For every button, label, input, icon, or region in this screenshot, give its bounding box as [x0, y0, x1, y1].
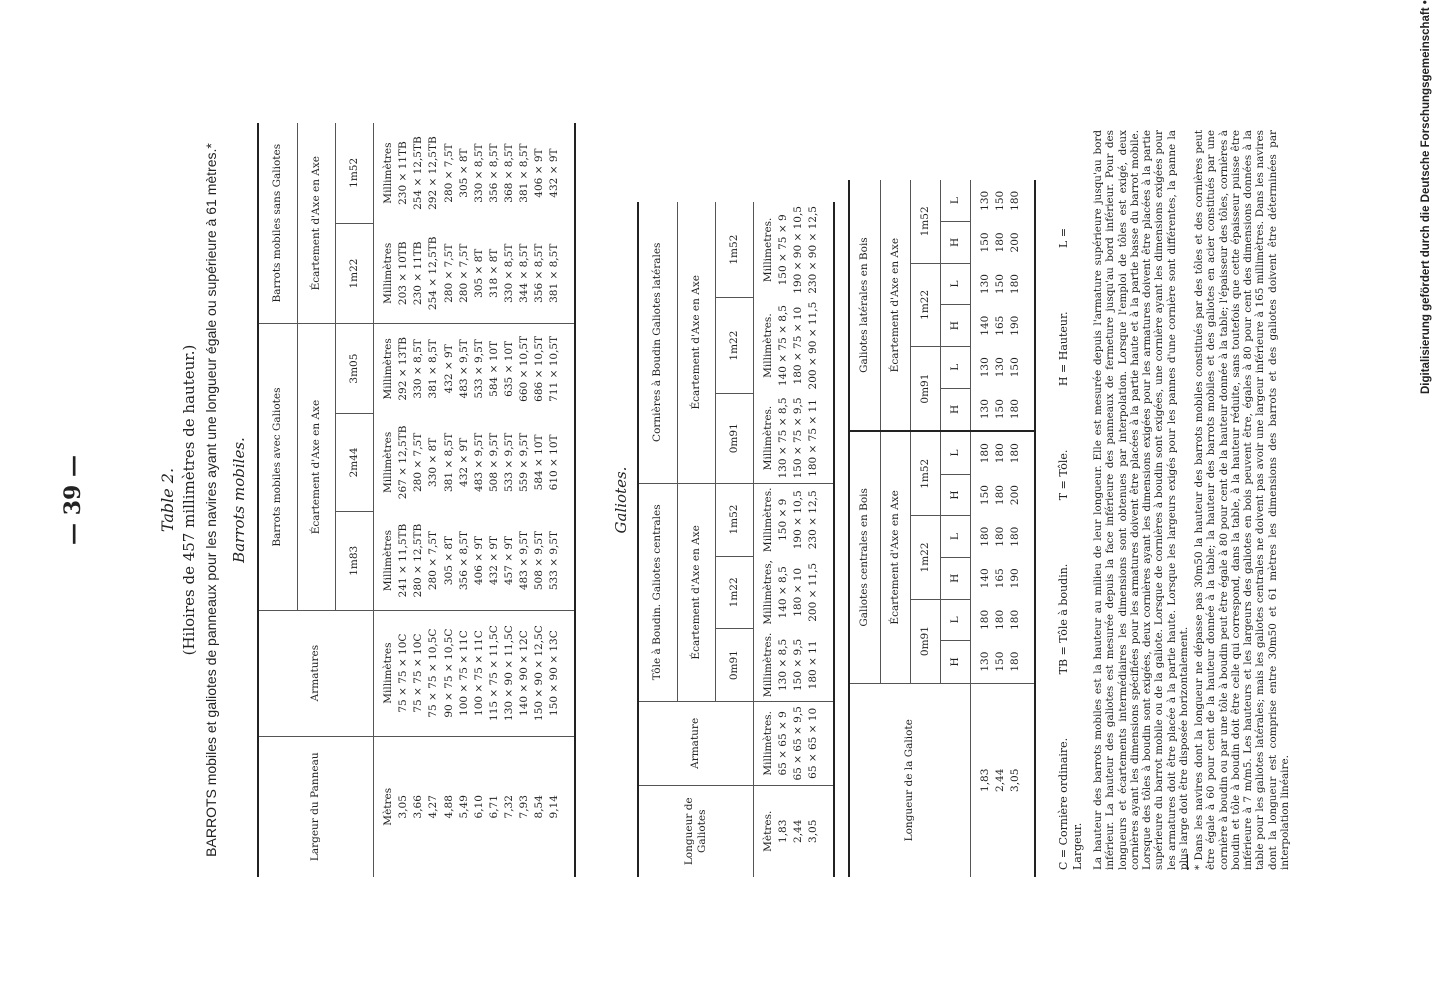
bois-cell: 150: [979, 485, 991, 506]
barrots-cell: 6,71: [487, 795, 500, 819]
sub-header: 1m22: [910, 516, 940, 599]
ecartement-avec: Écartement d'Axe en Axe: [297, 324, 335, 610]
l-header: L: [940, 263, 970, 305]
barrots-cell: 280 × 7,5T: [426, 511, 441, 610]
barrots-cell: 140 × 90 × 12C: [517, 610, 532, 736]
bois-cell: 180: [994, 609, 1007, 630]
sub-header: 0m91: [910, 599, 940, 683]
sub-header: 3m05: [335, 324, 373, 413]
boudin-cell: 140 × 75 × 8,5: [777, 305, 790, 387]
boudin-unit-cell: Millimètres.: [762, 487, 774, 553]
group-sans-galiotes: Barrots mobiles sans Galiotes: [258, 123, 297, 324]
bois-cell: 150: [1009, 357, 1022, 378]
l-header: L: [940, 599, 970, 641]
barrots-cell: 254 × 12,5TB: [412, 136, 425, 210]
bois-cell: 150: [993, 641, 1008, 683]
barrots-cell: 432 × 9T: [487, 511, 502, 610]
bois-cell: 180: [1009, 609, 1022, 630]
barrots-cell: 483 × 9,5T: [457, 339, 470, 399]
barrots-cell: 381 × 8,5T: [547, 223, 574, 324]
h-header: H: [940, 388, 970, 431]
barrots-cell: 432 × 9T: [457, 437, 470, 487]
boudin-cell: 2,44: [792, 819, 805, 843]
table-title: Table 2.: [158, 467, 177, 533]
barrots-cell: 8,54: [533, 795, 546, 819]
barrots-cell: 381 × 8,5T: [518, 143, 531, 203]
ecartement-corn: Écartement d'Axe en Axe: [677, 202, 715, 483]
barrots-cell: 75 × 75 × 10C: [411, 610, 426, 736]
bois-cell: 165: [994, 568, 1007, 589]
legend-h: H = Hauteur.: [1057, 311, 1070, 387]
barrots-unit-cell: Millimètres: [374, 610, 397, 736]
h-header: H: [940, 222, 970, 264]
boudin-cell: 140 × 8,5: [777, 566, 790, 619]
bois-cell: 130: [979, 357, 991, 378]
credit-text: Digitalisierung gefördert durch die Deutsche Forschungsgemeinschaft •: [1420, 0, 1432, 394]
bois-cell: 190: [1009, 315, 1022, 336]
barrots-cell: 6,10: [472, 795, 485, 819]
bois-cell: 200: [1009, 232, 1022, 253]
barrots-cell: 406 × 9T: [533, 148, 546, 198]
barrots-cell: 241 × 11,5TB: [396, 511, 411, 610]
bois-cell: 2,44: [994, 768, 1007, 792]
boudin-cell: 200 × 90 × 11,5: [807, 301, 820, 390]
table-row: [971, 180, 994, 877]
barrots-cell: 4,27: [427, 795, 440, 819]
sub-header: 1m83: [335, 511, 373, 610]
boudin-cell: 180 × 75 × 10: [792, 306, 805, 385]
h-header: H: [940, 305, 970, 347]
boudin-unit-cell: Millimètres,: [762, 560, 774, 625]
page-number: — 39 —: [60, 455, 86, 545]
barrots-cell: 432 × 9T: [548, 148, 561, 198]
legend-tb: TB = Tôle à boudin.: [1057, 563, 1070, 675]
barrots-cell: 711 × 10,5T: [548, 335, 561, 402]
barrots-heading: Barrots mobiles.: [230, 437, 248, 563]
digitization-credit: [1420, 0, 1434, 394]
h-header: H: [940, 474, 970, 516]
bois-cell: 180: [979, 526, 991, 547]
barrots-cell: 5,49: [457, 795, 470, 819]
bois-cell: 130: [971, 388, 994, 431]
h-header: H: [940, 641, 970, 683]
table-row: [993, 180, 1008, 877]
bois-cell: 130: [979, 274, 991, 295]
barrots-cell: 483 × 9,5T: [517, 511, 532, 610]
barrots-cell: 356 × 8,5T: [532, 223, 547, 324]
ecartement-centrales: Écartement d'Axe en Axe: [880, 431, 910, 683]
barrots-cell: 7,32: [503, 795, 515, 819]
sub-header: 1m52: [335, 123, 373, 223]
table-row: [1008, 180, 1035, 877]
barrots-cell: 100 × 75 × 11C: [457, 610, 472, 736]
barrots-cell: 254 × 12,5TB: [426, 223, 441, 324]
sub-header: 0m91: [715, 393, 753, 483]
l-header: L: [940, 180, 970, 222]
col-armature: Armature: [638, 702, 754, 785]
legend-t: T = Tôle.: [1057, 449, 1070, 501]
barrots-cell: 533 × 9,5T: [547, 511, 574, 610]
barrots-units-row: [374, 123, 397, 877]
bois-cell: 180: [1009, 526, 1022, 547]
barrots-cell: 457 × 9T: [502, 511, 517, 610]
bois-body: [971, 180, 1036, 877]
group-avec-galiotes: Barrots mobiles avec Galiotes: [258, 324, 297, 610]
barrots-cell: 305 × 8T: [472, 223, 487, 324]
barrots-cell: 9,14: [548, 795, 561, 819]
barrots-cell: 280 × 7,5T: [442, 143, 455, 203]
boudin-cell: 200 × 11,5: [807, 562, 820, 622]
table-row: [532, 123, 547, 877]
boudin-cell: 230 × 90 × 12,5: [807, 206, 820, 294]
bois-cell: 180: [994, 443, 1007, 464]
boudin-cell: 1,83: [777, 819, 790, 843]
table-row: [426, 123, 441, 877]
bois-cell: 180: [1009, 274, 1022, 295]
table-row: [517, 123, 532, 877]
barrots-cell: 292 × 12,5TB: [427, 136, 440, 210]
barrots-cell: 635 × 10T: [503, 340, 515, 397]
barrots-cell: 508 × 9,5T: [532, 511, 547, 610]
bois-cell: 180: [1009, 190, 1022, 211]
bois-cell: 130: [979, 190, 991, 211]
group-centrales-bois: Galiotes centrales en Bois: [849, 431, 880, 683]
boudin-cell: 130 × 75 × 8,5: [776, 393, 791, 483]
sub-header: 0m91: [715, 629, 753, 702]
barrots-cell: 483 × 9,5T: [472, 432, 485, 492]
sub-header: 1m22: [715, 298, 753, 394]
barrots-table: [257, 123, 576, 877]
sub-header: 1m52: [715, 202, 753, 298]
barrots-unit-cell: Millimètres: [382, 338, 394, 400]
sub-header: 1m52: [715, 483, 753, 556]
table-row: [502, 123, 517, 877]
barrots-cell: 406 × 9T: [472, 511, 487, 610]
bois-cell: 180: [994, 485, 1007, 506]
barrots-cell: 7,93: [518, 795, 531, 819]
boudin-cell: 65 × 65 × 9: [776, 702, 791, 785]
boudin-cell: 150 × 9,5: [791, 629, 806, 702]
barrots-unit-cell: Millimètres: [382, 142, 394, 204]
barrots-cell: 610 × 10T: [548, 434, 561, 491]
table-row: [472, 123, 487, 877]
barrots-cell: 3,66: [412, 795, 425, 819]
barrots-cell: 150 × 90 × 13C: [547, 610, 574, 736]
boudin-cell: 180 × 11: [806, 629, 833, 702]
group-tole-boudin: Tôle à Boudin. Galiotes centrales: [638, 483, 677, 702]
barrots-cell: 432 × 9T: [442, 344, 455, 394]
boudin-cell: 3,05: [807, 819, 820, 843]
group-cornieres-boudin: Cornières à Boudin Galiotes latérales: [638, 202, 677, 483]
barrots-cell: 381 × 8,5T: [442, 432, 455, 492]
bois-cell: 165: [994, 315, 1007, 336]
l-header: L: [940, 516, 970, 558]
h-header: H: [940, 557, 970, 599]
sub-header: 1m52: [910, 431, 940, 516]
bois-cell: 1,83: [979, 768, 991, 792]
barrots-cell: 130 × 90 × 11,5C: [502, 610, 517, 736]
table-row: [791, 202, 806, 877]
boudin-cell: 190 × 90 × 10,5: [792, 206, 805, 294]
boudin-cell: 150 × 75 × 9: [777, 214, 790, 286]
bois-cell: 180: [1009, 443, 1022, 464]
boudin-unit-cell: Millimètres.: [754, 393, 777, 483]
barrots-cell: 305 × 8T: [457, 148, 470, 198]
table-row: [487, 123, 502, 877]
boudin-unit-cell: Millimètres.: [762, 313, 774, 378]
barrots-cell: 115 × 75 × 11,5C: [487, 610, 502, 736]
bois-cell: 180: [994, 526, 1007, 547]
barrots-cell: 344 × 8,5T: [517, 223, 532, 324]
barrots-cell: 330 × 8,5T: [472, 143, 485, 203]
ecartement-sans: Écartement d'Axe en Axe: [297, 123, 335, 324]
barrots-cell: 3,05: [397, 795, 410, 819]
boudin-cell: 180 × 75 × 11: [806, 393, 833, 483]
barrots-unit-cell: Millimètres: [374, 223, 397, 324]
boudin-cell: 150 × 9: [777, 498, 790, 541]
barrots-cell: 533 × 9,5T: [503, 432, 515, 492]
barrots-cell: 75 × 75 × 10C: [396, 610, 411, 736]
legend: [1057, 130, 1085, 870]
barrots-unit-cell: Millimètres: [374, 511, 397, 610]
legend-c: C = Cornière ordinaire.: [1057, 737, 1070, 870]
barrots-cell: 280 × 12,5TB: [411, 511, 426, 610]
barrots-cell: 660 × 10,5T: [518, 335, 531, 402]
footnote: * Dans les navires dont la longueur ne dépasse pas 30m50 la hauteur des barrots mobiles constitués par des tôles et des cornières peut être égale à 60 pour cent de la hauteur donnée à la table; la hauteur des barrots mobiles et des galiotes en acier constitués par une cornière à boudin ou par une tôle à boudin peut être égale à 80 pour cent de la hauteur donnée à la table; l'épaisseur des tôles, cornières à boudin et tôle à boudin doit être celle qui correspond, dans la table, à la hauteur réduite, sans toutefois que cette épaisseur puisse être inférieure à 7 m/m5. Les hauteurs et les largeurs des galiotes en bois peuvent être, égales à 80 pour cent des dimensions données à la table pour les galiotes latérales; mais les galiotes centrales ne doivent pas avoir une largeur inférieure à 165 millimètres. Dans les navires dont la longueur est comprise entre 30m50 et 61 mètres les dimensions des barrots et des galiotes doivent être déterminées par interpolation linéaire.: [1193, 130, 1291, 870]
legend-l: L = Largeur.: [1057, 227, 1084, 870]
barrots-cell: 305 × 8T: [442, 511, 457, 610]
boudin-table: [637, 202, 835, 877]
col-armatures: Armatures: [258, 610, 374, 736]
boudin-body: [754, 202, 834, 877]
boudin-unit-cell: Millimetres.: [762, 217, 774, 283]
sub-header: 1m52: [910, 180, 940, 263]
bois-cell: 150: [993, 388, 1008, 431]
boudin-unit-cell: Millimètres.: [754, 629, 777, 702]
table-row: [776, 202, 791, 877]
barrots-cell: 75 × 75 × 10,5C: [426, 610, 441, 736]
boudin-cell: 180 × 10: [792, 567, 805, 617]
barrots-cell: 4,88: [442, 795, 455, 819]
boudin-cell: 150 × 75 × 9,5: [791, 393, 806, 483]
barrots-cell: 280 × 7,5T: [412, 432, 425, 492]
sub-header: 1m22: [335, 223, 373, 324]
barrots-body: [374, 123, 575, 877]
boudin-cell: 130 × 8,5: [776, 629, 791, 702]
barrots-cell: 230 × 11TB: [397, 141, 410, 205]
col-longueur-galiotes: Longueur de Galiotes: [638, 785, 754, 877]
barrots-cell: 203 × 10TB: [396, 223, 411, 324]
barrots-cell: 686 × 10,5T: [533, 335, 546, 402]
bois-cell: 140: [979, 568, 991, 589]
bois-cell: 150: [994, 190, 1007, 211]
boudin-cell: 65 × 65 × 10: [806, 702, 833, 785]
barrots-cell: 381 × 8,5T: [427, 339, 440, 399]
sub-header: 2m44: [335, 413, 373, 511]
boudin-unit-cell: Mètres.: [762, 810, 774, 852]
bois-cell: 3,05: [1009, 768, 1022, 792]
bois-cell: 180: [1008, 388, 1035, 431]
l-header: L: [940, 346, 970, 388]
l-header: L: [940, 431, 970, 474]
barrots-cell: 230 × 11TB: [411, 223, 426, 324]
barrots-cell: 330 × 8,5T: [502, 223, 517, 324]
col-largeur: Largeur du Panneau: [258, 736, 374, 877]
explanatory-paragraph: La hauteur des barrots mobiles est la hauteur au milieu de leur longueur. Elle est mesurée depuis l'armature supérieure jusqu'au bord inférieur. La hauteur des galiotes est mesurée depuis la face inférieure des panneaux de fermeture jusqu'au bord inférieur. Pour des longueurs et écartements intermédiaires les dimensions sont obtenues par interpolation. Lorsque l'emploi de tôles est exigé, deux cornières ayant les dimensions spécifiées pour les armatures doivent être placées à la partie haute et à la partie basse du barrot mobile. Lorsque des tôles à boudin sont exigées, deux cornières ayant les dimensions exigées pour les armatures doivent être placées à la partie supérieure du barrot mobile ou de la galiote. Lorsque de cornières à boudin sont exigées, une cornière ayant les dimensions exigées pour les armatures doit être placée à la partie haute. Lorsque les largeurs exigés pour les pannes d'une cornière sont différentes, la panne la plus large doit être disposée horizontalement.: [1092, 130, 1190, 870]
table-row: [442, 123, 457, 877]
bois-cell: 200: [1009, 485, 1022, 506]
barrots-cell: 533 × 9,5T: [472, 339, 485, 399]
barrots-cell: 100 × 75 × 11C: [472, 610, 487, 736]
barrots-cell: 292 × 13TB: [397, 337, 410, 401]
barrots-cell: 559 × 9,5T: [518, 432, 531, 492]
boudin-cell: 190 × 10,5: [792, 490, 805, 550]
barrots-unit-cell: Mètres: [382, 787, 394, 826]
boudin-cell: 230 × 12,5: [807, 490, 820, 550]
bois-cell: 140: [979, 315, 991, 336]
ecartement-tole: Écartement d'Axe en Axe: [677, 483, 715, 702]
main-title: BARROTS mobiles et galiotes de panneaux pour les navires ayant une longueur égale ou supérieure à 61 mètres.*: [203, 143, 219, 857]
sub-header: 1m22: [910, 263, 940, 346]
table-row: [806, 202, 833, 877]
boudin-units-row: [754, 202, 777, 877]
bois-cell: 180: [994, 232, 1007, 253]
sub-header: 1m22: [715, 556, 753, 629]
barrots-cell: 356 × 8,5T: [457, 511, 472, 610]
barrots-unit-cell: Millimètres: [382, 431, 394, 493]
table-row: [396, 123, 411, 877]
barrots-cell: 330 × 8,5T: [412, 339, 425, 399]
table-subtitle: (Hiloires de 457 millimètres de hauteur.): [180, 344, 198, 656]
barrots-cell: 584 × 10T: [533, 434, 546, 491]
bois-cell: 180: [1008, 641, 1035, 683]
bois-table: [848, 180, 1036, 877]
barrots-cell: 356 × 8,5T: [487, 143, 500, 203]
bois-cell: 190: [1009, 568, 1022, 589]
galiotes-heading: Galiotes.: [612, 466, 630, 534]
ecartement-laterales: Écartement d'Axe en Axe: [880, 180, 910, 431]
bois-cell: 130: [994, 357, 1007, 378]
barrots-cell: 584 × 10T: [487, 340, 500, 397]
barrots-cell: 90 × 75 × 10,5C: [442, 610, 457, 736]
barrots-cell: 280 × 7,5T: [442, 223, 457, 324]
bois-cell: 150: [994, 274, 1007, 295]
bois-cell: 150: [979, 232, 991, 253]
bois-cell: 130: [971, 641, 994, 683]
barrots-cell: 267 × 12,5TB: [397, 425, 410, 500]
boudin-unit-cell: Millimètres.: [754, 702, 777, 785]
sub-header: 0m91: [910, 346, 940, 431]
group-laterales-bois: Galiotes latérales en Bois: [849, 180, 880, 431]
footnote-rule: [1187, 854, 1188, 870]
barrots-cell: 508 × 9,5T: [487, 432, 500, 492]
table-row: [457, 123, 472, 877]
table-row: [411, 123, 426, 877]
barrots-cell: 368 × 8,5T: [503, 143, 515, 203]
bois-cell: 180: [979, 443, 991, 464]
boudin-cell: 65 × 65 × 9,5: [791, 702, 806, 785]
barrots-cell: 318 × 8T: [487, 223, 502, 324]
table-row: [547, 123, 574, 877]
bois-cell: 180: [979, 609, 991, 630]
barrots-cell: 330 × 8T: [427, 437, 440, 487]
barrots-cell: 150 × 90 × 12,5C: [532, 610, 547, 736]
col-longueur-galiote: Longueur de la Galiote: [849, 683, 971, 877]
barrots-cell: 280 × 7,5T: [457, 223, 472, 324]
